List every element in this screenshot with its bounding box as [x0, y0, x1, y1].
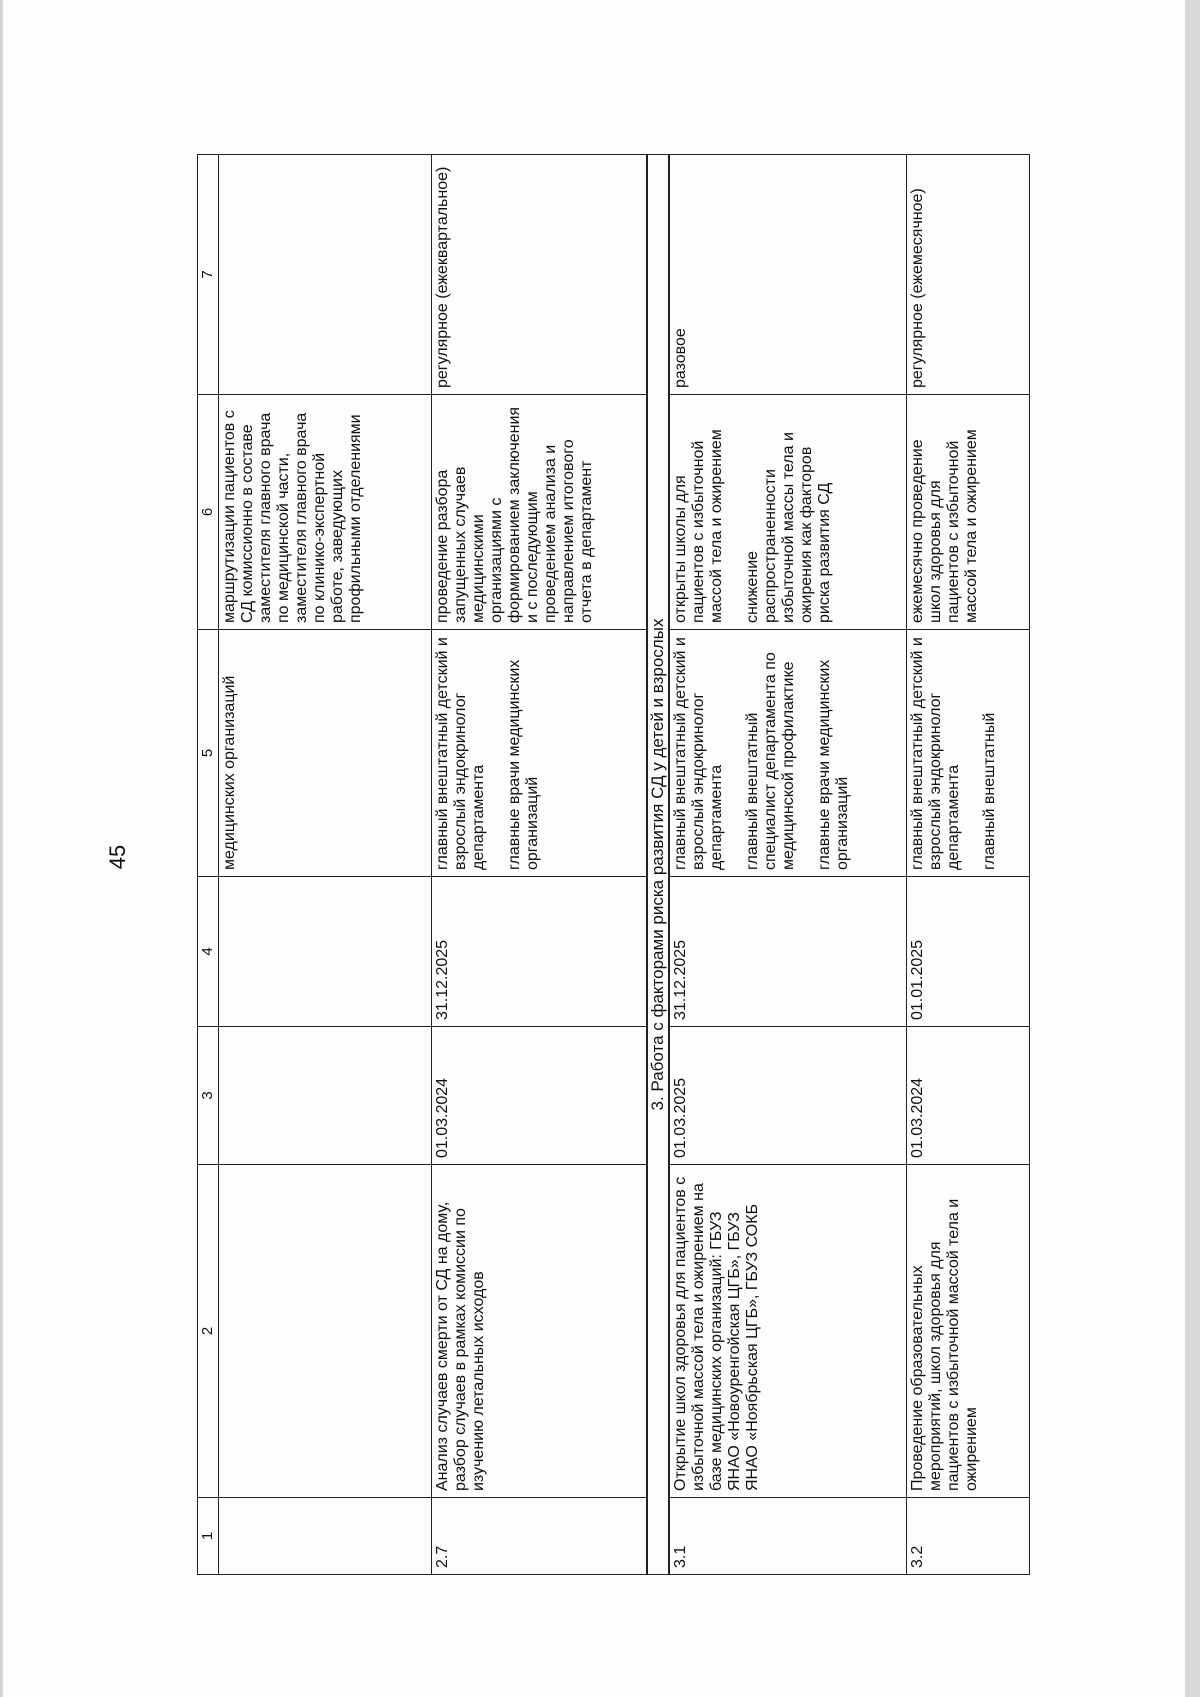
table-header-row	[198, 155, 219, 1575]
cell-end-date: 31.12.2025	[669, 877, 907, 1027]
cell-activity: Проведение образовательных мероприятий, школ здоровья для пациентов с избыточной массой тела и ожирением	[907, 1165, 1030, 1498]
cell-start-date	[219, 1027, 432, 1165]
header-col-5: 5	[198, 630, 219, 877]
table-row	[669, 155, 907, 1575]
responsible-line: главный внештатный	[981, 712, 998, 870]
plan-table	[197, 154, 1030, 1575]
cell-start-date: 01.03.2025	[669, 1027, 907, 1165]
document-page	[3, 0, 1185, 1697]
section-title: 3. Работа с факторами риска развития СД у детей и взрослых	[647, 155, 669, 1575]
header-col-1: 1	[198, 1498, 219, 1575]
header-col-6: 6	[198, 395, 219, 630]
responsible-line: главный внештатный детский и взрослый эндокринолог департамента	[672, 637, 725, 870]
cell-frequency: регулярное (ежемесячное)	[907, 155, 1030, 395]
cell-result: ежемесячно проведение школ здоровья для пациентов с избыточной массой тела и ожирением	[907, 395, 1030, 630]
header-col-7: 7	[198, 155, 219, 395]
header-col-2: 2	[198, 1165, 219, 1498]
responsible-line: главный внештатный детский и взрослый эндокринолог департамента	[909, 637, 962, 870]
cell-frequency: разовое	[669, 155, 907, 395]
table-row	[907, 155, 1030, 1575]
cell-start-date: 01.03.2024	[907, 1027, 1030, 1165]
responsible-line: главные врачи медицинских организаций	[506, 659, 541, 870]
cell-responsible	[432, 630, 648, 877]
cell-frequency: регулярное (ежеквартальное)	[432, 155, 648, 395]
section-row	[647, 155, 669, 1575]
cell-result	[669, 395, 907, 630]
table-row	[432, 155, 648, 1575]
responsible-line: главный внештатный детский и взрослый эндокринолог департамента	[434, 637, 487, 870]
cell-number: 3.1	[669, 1498, 907, 1575]
cell-activity: Открытие школ здоровья для пациентов с избыточной массой тела и ожирением на базе медицинских организаций: ГБУЗ ЯНАО «Новоуренгойская ЦГБ», ГБУЗ ЯНАО «Ноябрьская ЦГБ», ГБУЗ СОКБ	[669, 1165, 907, 1498]
cell-frequency	[219, 155, 432, 395]
page-number: 45	[105, 844, 130, 870]
responsible-line: главные врачи медицинских организаций	[816, 659, 851, 870]
cell-activity	[219, 1165, 432, 1498]
cell-number: 3.2	[907, 1498, 1030, 1575]
cell-end-date: 01.01.2025	[907, 877, 1030, 1027]
cell-responsible: медицинских организаций	[219, 630, 432, 877]
cell-activity: Анализ случаев смерти от СД на дому, разбор случаев в рамках комиссии по изучению летальных исходов	[432, 1165, 648, 1498]
cell-number	[219, 1498, 432, 1575]
cell-end-date: 31.12.2025	[432, 877, 648, 1027]
table-row	[219, 155, 432, 1575]
responsible-line: главный внештатный специалист департамента по медицинской профилактике	[744, 652, 797, 870]
cell-start-date: 01.03.2024	[432, 1027, 648, 1165]
cell-number: 2.7	[432, 1498, 648, 1575]
cell-responsible	[669, 630, 907, 877]
header-col-3: 3	[198, 1027, 219, 1165]
cell-result: проведение разбора запущенных случаев медицинскими организациями с формированием заключения и с последующим проведением анализа и направлением итогового отчета в департамент	[432, 395, 648, 630]
result-line: снижение распространенности избыточной массы тела и ожирения как факторов риска развития СД	[744, 432, 833, 623]
cell-responsible	[907, 630, 1030, 877]
rotated-table-container	[197, 155, 1087, 1575]
header-col-4: 4	[198, 877, 219, 1027]
cell-result: маршрутизации пациентов с СД комиссионно в составе заместителя главного врача по медицинской части, заместителя главного врача по клинико-экспертной работе, заведующих профильными отделениями	[219, 395, 432, 630]
result-line: открыты школы для пациентов с избыточной массой тела и ожирением	[672, 429, 725, 623]
cell-end-date	[219, 877, 432, 1027]
